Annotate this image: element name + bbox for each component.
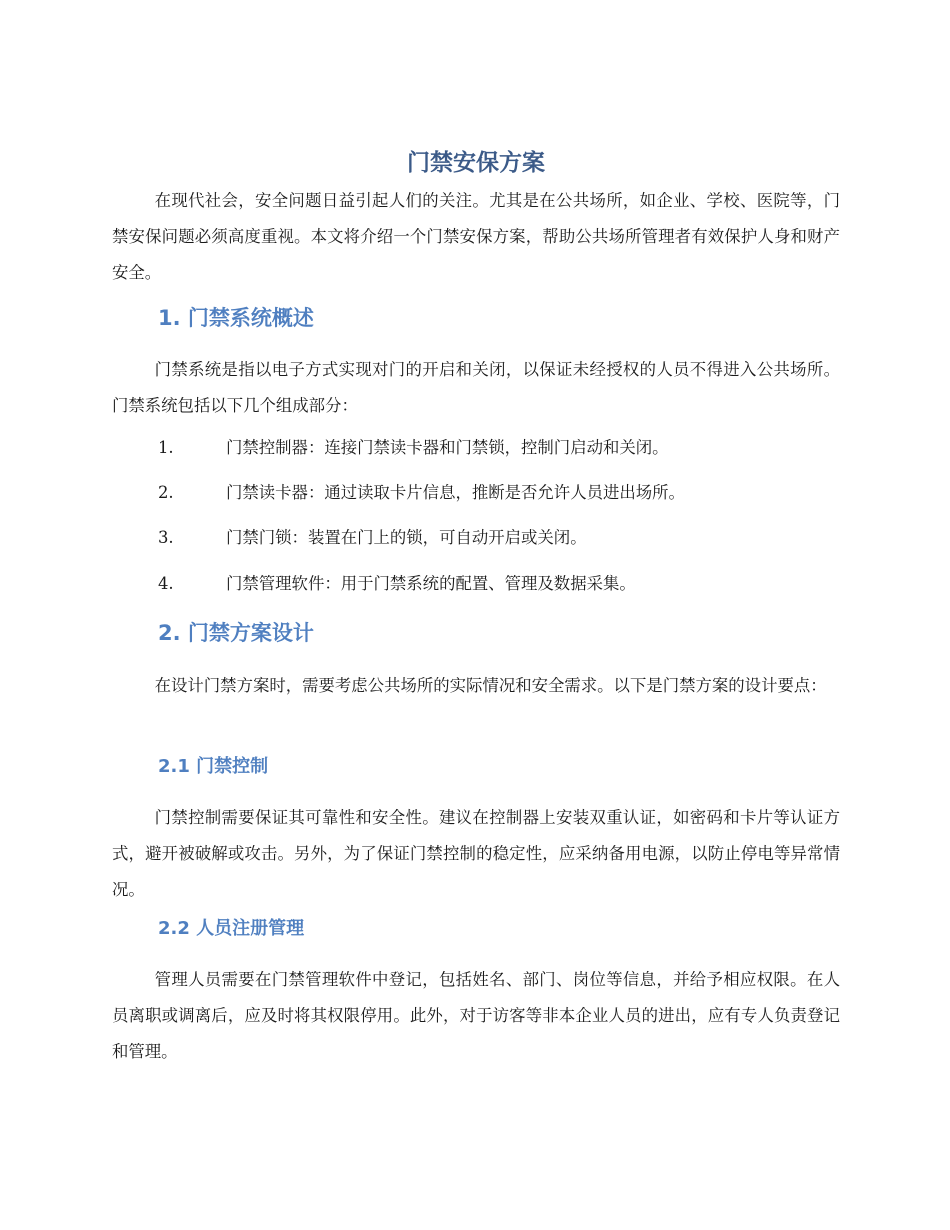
list-item-number: 4. [158, 574, 174, 593]
list-item-number: 2. [158, 483, 174, 502]
document-title: 门禁安保方案 [407, 150, 545, 176]
section2-heading: 2. 门禁方案设计 [158, 621, 314, 645]
list-item [158, 570, 838, 598]
list-item-text: 门禁管理软件：用于门禁系统的配置、管理及数据采集。 [226, 574, 636, 593]
section2-paragraph: 在设计门禁方案时，需要考虑公共场所的实际情况和安全需求。以下是门禁方案的设计要点： [154, 676, 827, 695]
list-item-number: 1. [158, 438, 174, 457]
list-item-text: 门禁读卡器：通过读取卡片信息，推断是否允许人员进出场所。 [226, 483, 685, 502]
list-item-text: 门禁控制器：连接门禁读卡器和门禁锁，控制门启动和关闭。 [226, 438, 669, 457]
list-item-text: 门禁门锁：装置在门上的锁，可自动开启或关闭。 [226, 528, 587, 547]
list-item [158, 479, 838, 507]
section1-heading: 1. 门禁系统概述 [158, 306, 314, 330]
list-item [158, 524, 838, 552]
section2-2-paragraph: 管理人员需要在门禁管理软件中登记，包括姓名、部门、岗位等信息，并给予相应权限。在人员离职或调离后，应及时将其权限停用。此外，对于访客等非本企业人员的进出，应有专人负责登记和管理。 [112, 970, 840, 1061]
list-item-number: 3. [158, 528, 174, 547]
section2-2-heading: 2.2 人员注册管理 [158, 918, 305, 939]
intro-paragraph: 在现代社会，安全问题日益引起人们的关注。尤其是在公共场所，如企业、学校、医院等，门禁安保问题必须高度重视。本文将介绍一个门禁安保方案，帮助公共场所管理者有效保护人身和财产安全。 [112, 191, 840, 282]
list-item [158, 434, 838, 462]
section2-1-paragraph: 门禁控制需要保证其可靠性和安全性。建议在控制器上安装双重认证，如密码和卡片等认证方式，避开被破解或攻击。另外，为了保证门禁控制的稳定性，应采纳备用电源，以防止停电等异常情况。 [112, 808, 840, 899]
section1-paragraph: 门禁系统是指以电子方式实现对门的开启和关闭，以保证未经授权的人员不得进入公共场所。门禁系统包括以下几个组成部分： [112, 360, 840, 415]
section2-1-heading: 2.1 门禁控制 [158, 756, 269, 777]
